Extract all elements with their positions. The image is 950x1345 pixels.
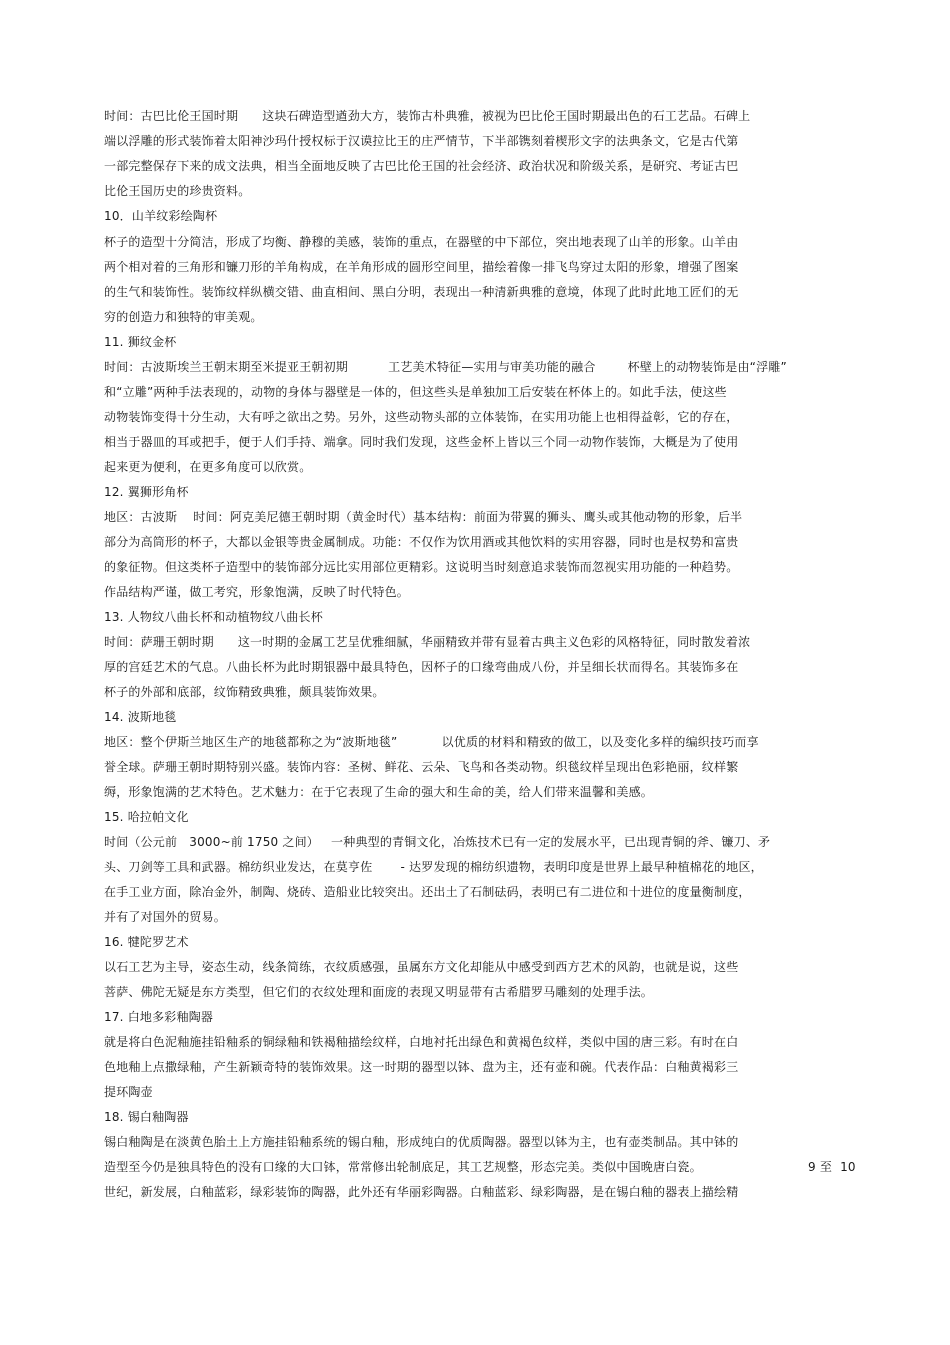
text-line: 的生气和装饰性。装饰纹样纵横交错、曲直相间、黑白分明，表现出一种清新典雅的意境，体现了此时此地工匠们的无 [104,285,739,299]
text-line: 作品结构严谨，做工考究，形象饱满，反映了时代特色。 [104,585,410,599]
text-line: 并有了对国外的贸易。 [104,910,227,924]
text-line: 厚的宫廷艺术的气息。八曲长杯为此时期银器中最具特色，因杯子的口缘弯曲成八份，并呈细长状而得名。其装饰多在 [104,660,739,674]
section-heading: 13. 人物纹八曲长杯和动植物纹八曲长杯 [104,610,323,624]
text-line: 杯子的造型十分简洁，形成了均衡、静穆的美感，装饰的重点，在器壁的中下部位，突出地表现了山羊的形象。山羊由 [104,235,739,249]
text-line: 地区：古波斯 时间：阿克美尼德王朝时期（黄金时代）基本结构：前面为带翼的狮头、鹰头或其他动物的形象，后半 [104,510,743,524]
section-heading: 18. 锡白釉陶器 [104,1110,189,1124]
text-line: 杯子的外部和底部，纹饰精致典雅，颇具装饰效果。 [104,685,385,699]
section-heading: 17. 白地多彩釉陶器 [104,1010,214,1024]
text-line: 锡白釉陶是在淡黄色胎土上方施挂铅釉系统的锡白釉，形成纯白的优质陶器。器型以钵为主，也有壶类制品。其中钵的 [104,1135,739,1149]
text-line: 时间：古波斯埃兰王朝末期至米提亚王朝初期 工艺美术特征—实用与审美功能的融合 杯壁上的动物装饰是由“浮雕” [104,360,787,374]
section-heading: 14. 波斯地毯 [104,710,177,724]
text-line: 和“立雕”两种手法表现的，动物的身体与器壁是一体的，但这些头是单独加工后安装在杯体上的。如此手法，使这些 [104,385,727,399]
text-line: 动物装饰变得十分生动，大有呼之欲出之势。另外，这些动物头部的立体装饰，在实用功能上也相得益彰，它的存在， [104,410,739,424]
text-line: 比伦王国历史的珍贵资料。 [104,184,251,198]
section-heading: 10．山羊纹彩绘陶杯 [104,209,218,223]
section-heading: 15. 哈拉帕文化 [104,810,189,824]
text-line: 在手工业方面，除冶金外，制陶、烧砖、造船业比较突出。还出土了石制砝码，表明已有二进位和十进位的度量衡制度， [104,885,751,899]
text-line: 两个相对着的三角形和镰刀形的羊角构成，在羊角形成的圆形空间里，描绘着像一排飞鸟穿过太阳的形象，增强了图案 [104,260,739,274]
text-line: 色地釉上点撒绿釉，产生新颖奇特的装饰效果。这一时期的器型以钵、盘为主，还有壶和碗。代表作品：白釉黄褐彩三 [104,1060,739,1074]
text-line: 誉全球。萨珊王朝时期特别兴盛。装饰内容：圣树、鲜花、云朵、飞鸟和各类动物。织毯纹样呈现出色彩艳丽，纹样繁 [104,760,739,774]
text-line: 就是将白色泥釉施挂铅釉系的铜绿釉和铁褐釉描绘纹样，白地衬托出绿色和黄褐色纹样，类似中国的唐三彩。有时在白 [104,1035,739,1049]
text-line: 穷的创造力和独特的审美观。 [104,310,263,324]
text-line: 的象征物。但这类杯子造型中的装饰部分远比实用部位更精彩。这说明当时刻意追求装饰而忽视实用功能的一种趋势。 [104,560,739,574]
text-line: 部分为高筒形的杯子，大都以金银等贵金属制成。功能：不仅作为饮用酒或其他饮料的实用容器，同时也是权势和富贵 [104,535,739,549]
text-line: 世纪，新发展，白釉蓝彩，绿彩装饰的陶器，此外还有华丽彩陶器。白釉蓝彩、绿彩陶器，是在锡白釉的器表上描绘精 [104,1185,739,1199]
text-line: 缛，形象饱满的艺术特色。艺术魅力：在于它表现了生命的强大和生命的美，给人们带来温馨和美感。 [104,785,654,799]
text-line: 起来更为便利，在更多角度可以欣赏。 [104,460,312,474]
text-line: 时间：萨珊王朝时期 这一时期的金属工艺呈优雅细腻，华丽精致并带有显着古典主义色彩的风格特征，同时散发着浓 [104,635,751,649]
text-line: 地区：整个伊斯兰地区生产的地毯都称之为“波斯地毯” 以优质的材料和精致的做工，以及变化多样的编织技巧而享 [104,735,759,749]
text-line: 以石工艺为主导，姿态生动，线条简练，衣纹质感强，虽属东方文化却能从中感受到西方艺术的风韵，也就是说，这些 [104,960,739,974]
section-heading: 12. 翼狮形角杯 [104,485,189,499]
text-line: 时间：古巴比伦王国时期 这块石碑造型遒劲大方，装饰古朴典雅，被视为巴比伦王国时期最出色的石工艺品。石碑上 [104,109,751,123]
text-line: 相当于器皿的耳或把手，便于人们手持、端拿。同时我们发现，这些金杯上皆以三个同一动物作装饰，大概是为了使用 [104,435,739,449]
section-heading: 11. 狮纹金杯 [104,335,177,349]
text-line: 头、刀剑等工具和武器。棉纺织业发达，在莫亨佐 - 达罗发现的棉纺织遗物，表明印度是世界上最早种植棉花的地区， [104,860,763,874]
side-note: 9 至 10 [808,1160,856,1174]
text-line: 端以浮雕的形式装饰着太阳神沙玛什授权标于汉谟拉比王的庄严情节，下半部镌刻着楔形文字的法典条文，它是古代第 [104,134,739,148]
text-line: 提环陶壶 [104,1085,153,1099]
text-line: 菩萨、佛陀无疑是东方类型，但它们的衣纹处理和面庞的表现又明显带有古希腊罗马雕刻的处理手法。 [104,985,654,999]
text-line: 一部完整保存下来的成文法典，相当全面地反映了古巴比伦王国的社会经济、政治状况和阶级关系，是研究、考证古巴 [104,159,739,173]
text-line: 造型至今仍是独具特色的没有口缘的大口钵，常常修出轮制底足，其工艺规整，形态完美。类似中国晚唐白瓷。 [104,1160,702,1174]
section-heading: 16. 犍陀罗艺术 [104,935,189,949]
text-line: 时间（公元前 3000~前 1750 之间） 一种典型的青铜文化，冶炼技术已有一定的发展水平，已出现青铜的斧、镰刀、矛 [104,835,771,849]
